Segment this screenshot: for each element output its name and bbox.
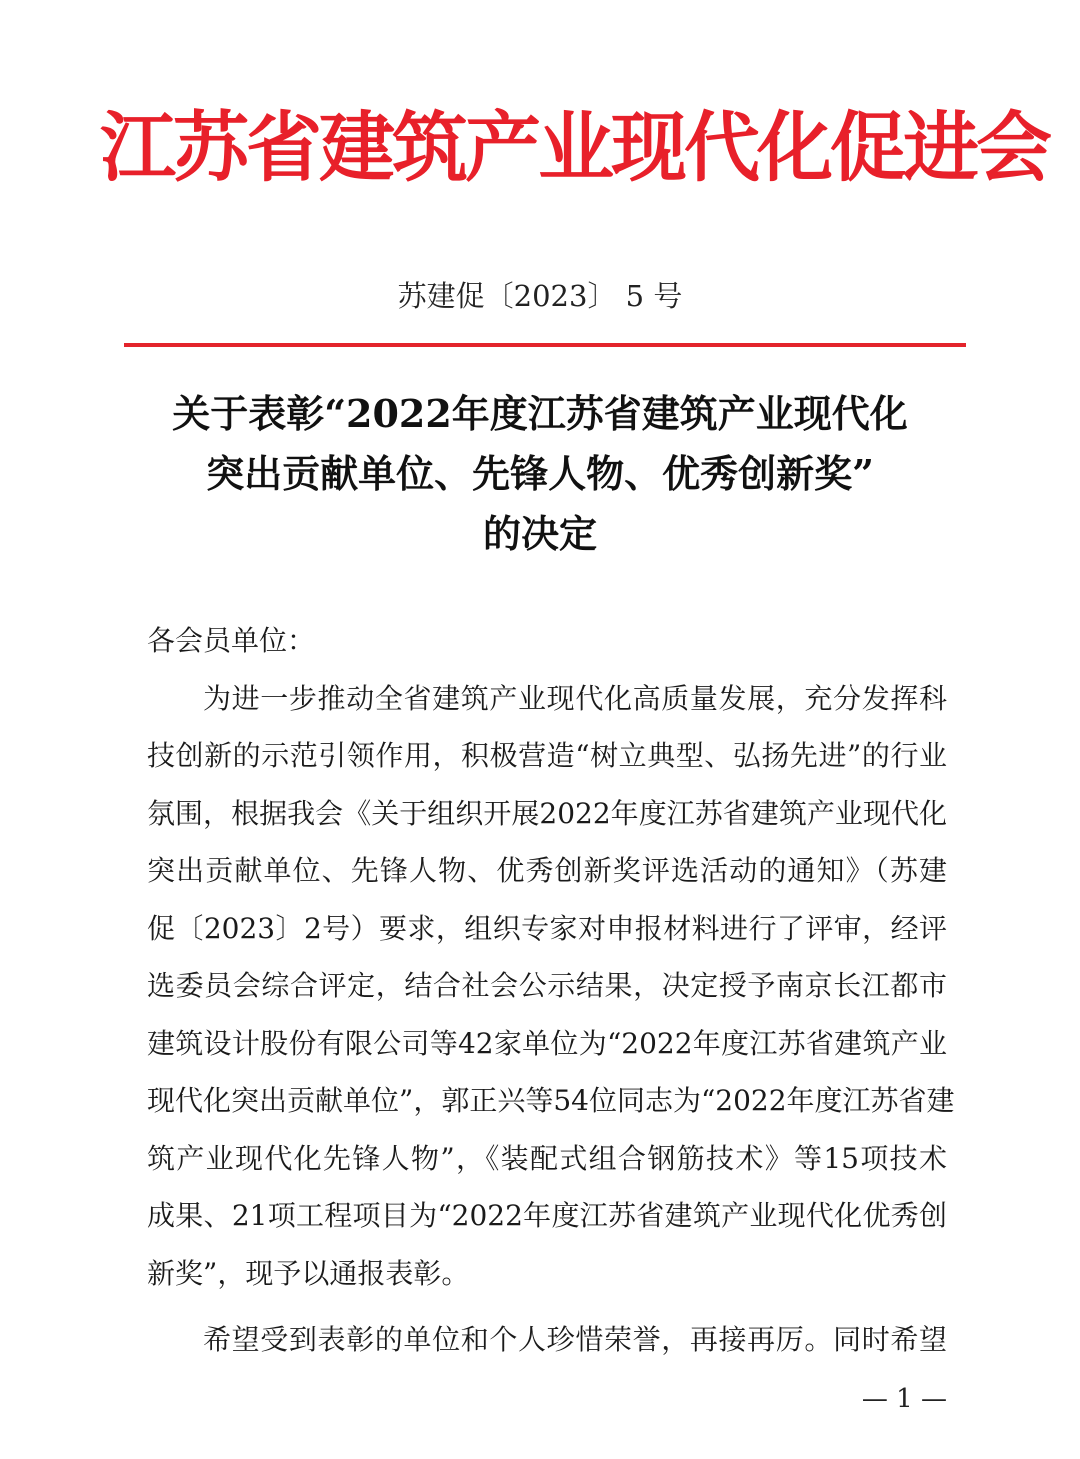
paragraph-line: 技创新的示范引领作用，积极营造“树立典型、弘扬先进”的行业 — [147, 739, 947, 772]
paragraph-line: 促〔2023〕2号）要求，组织专家对申报材料进行了评审，经评 — [147, 911, 947, 945]
paragraph-line: 现代化突出贡献单位”，郭正兴等54位同志为“2022年度江苏省建 — [147, 1084, 955, 1117]
paragraph-line: 希望受到表彰的单位和个人珍惜荣誉，再接再厉。同时希望 — [203, 1323, 947, 1356]
page-number: — 1 — — [861, 1384, 947, 1414]
red-divider-line — [124, 343, 966, 347]
paragraph-line: 氛围，根据我会《关于组织开展2022年度江苏省建筑产业现代化 — [147, 796, 947, 830]
paragraph-line: 为进一步推动全省建筑产业现代化高质量发展，充分发挥科 — [203, 681, 947, 715]
title-line: 突出贡献单位、先锋人物、优秀创新奖” — [206, 451, 874, 496]
paragraph-line: 新奖”，现予以通报表彰。 — [147, 1256, 470, 1290]
salutation: 各会员单位： — [147, 624, 316, 657]
title-line: 关于表彰“2022年度江苏省建筑产业现代化 — [172, 391, 908, 436]
document-title — [100, 384, 980, 564]
paragraph-line: 突出贡献单位、先锋人物、优秀创新奖评选活动的通知》（苏建 — [147, 854, 947, 887]
document-number: 苏建促〔2023〕 5 号 — [397, 279, 683, 313]
paragraph-line: 成果、21项工程项目为“2022年度江苏省建筑产业现代化优秀创 — [147, 1199, 947, 1232]
paragraph-line: 建筑设计股份有限公司等42家单位为“2022年度江苏省建筑产业 — [147, 1026, 947, 1060]
title-line: 的决定 — [482, 511, 597, 556]
organization-header: 江苏省建筑产业现代化促进会 — [100, 103, 1049, 192]
paragraph-line: 筑产业现代化先锋人物”，《装配式组合钢筋技术》等15项技术 — [147, 1141, 947, 1175]
paragraph-line: 选委员会综合评定，结合社会公示结果，决定授予南京长江都市 — [147, 969, 947, 1002]
document-body — [147, 612, 955, 1369]
